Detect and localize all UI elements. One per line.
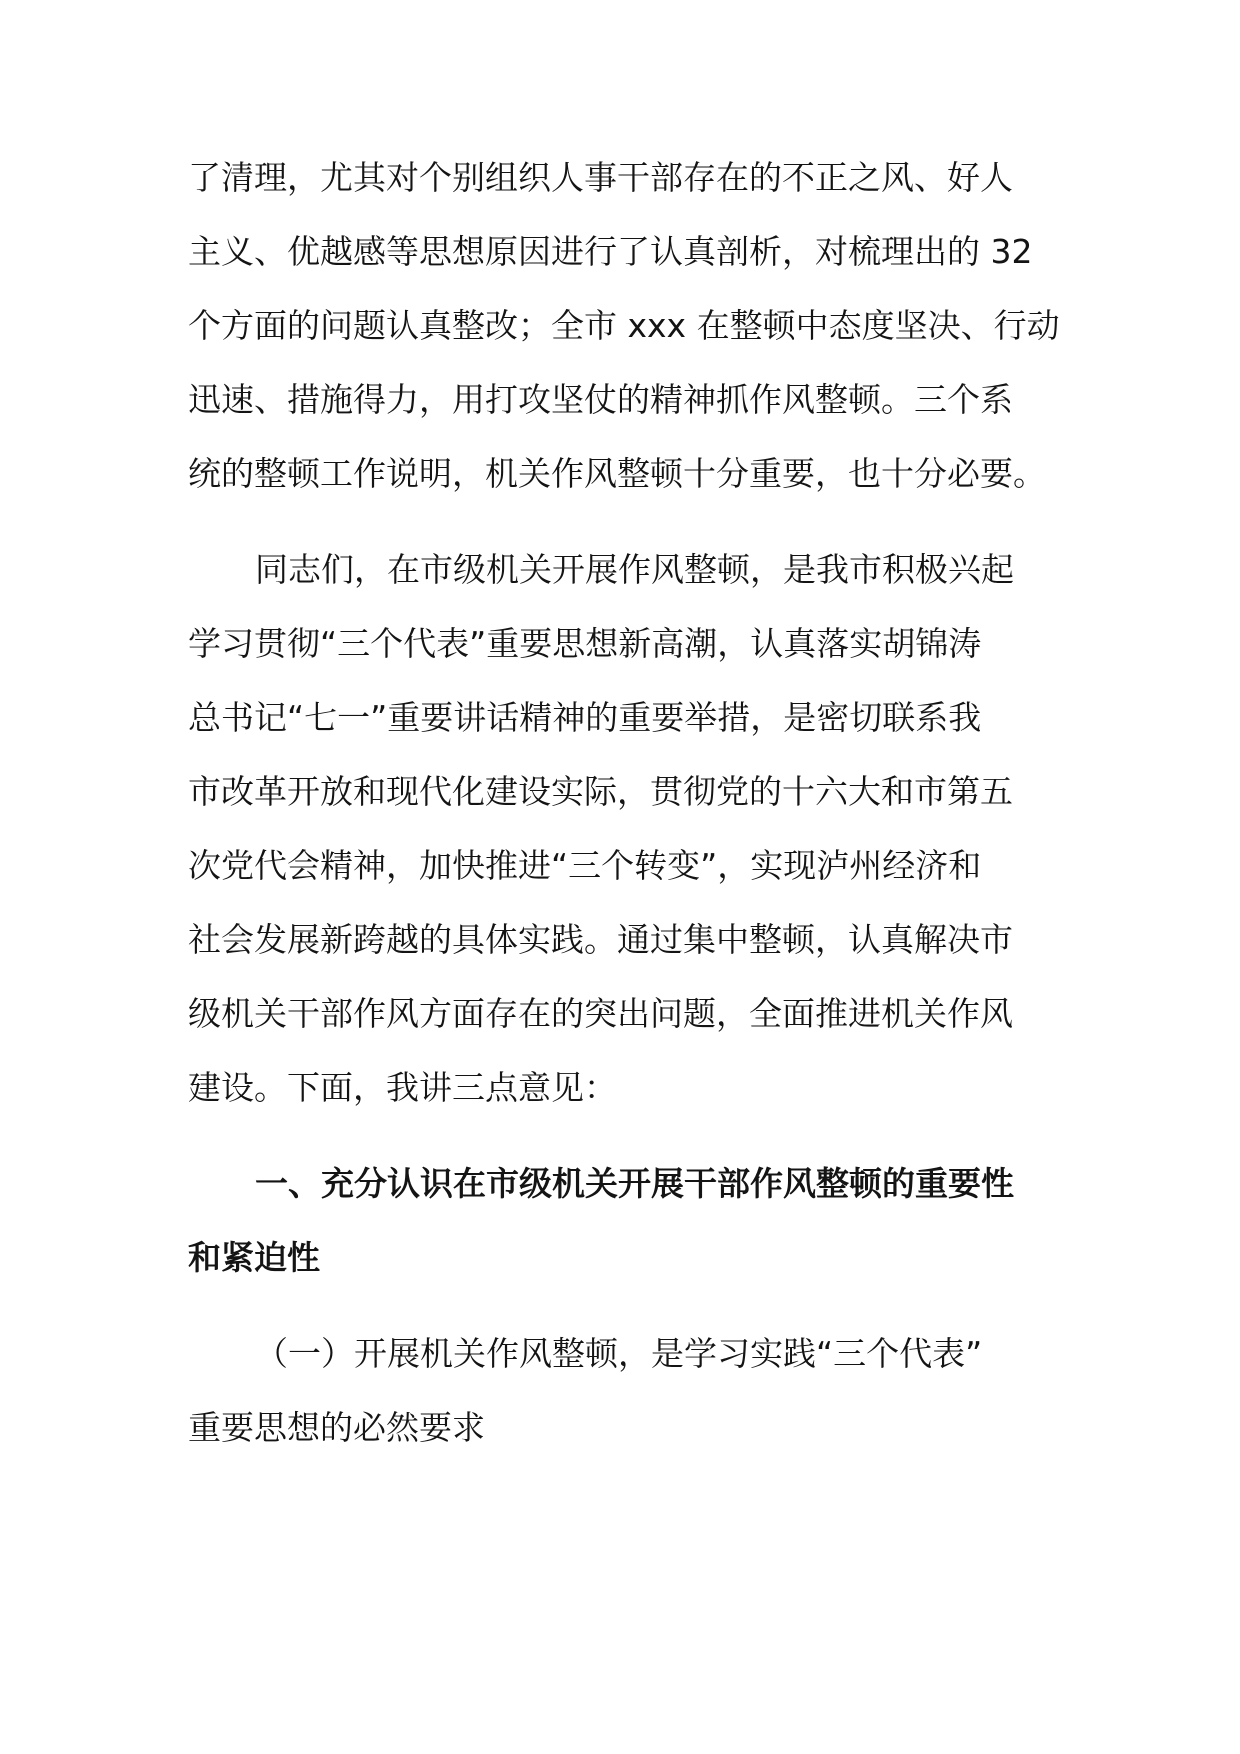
text-line: 市改革开放和现代化建设实际，贯彻党的十六大和市第五 [188, 772, 1013, 811]
text-line: 级机关干部作风方面存在的突出问题，全面推进机关作风 [188, 994, 1013, 1033]
text-line: 了清理，尤其对个别组织人事干部存在的不正之风、好人 [188, 158, 1013, 197]
text-line: 次党代会精神，加快推进“三个转变”，实现泸州经济和 [188, 846, 982, 885]
text-line: 个方面的问题认真整改；全市 xxx 在整顿中态度坚决、行动 [188, 306, 1060, 345]
text-line: 迅速、措施得力，用打攻坚仗的精神抓作风整顿。三个系 [188, 380, 1013, 419]
text-line: 社会发展新跨越的具体实践。通过集中整顿，认真解决市 [188, 920, 1013, 959]
section-heading: 和紧迫性 [188, 1238, 320, 1277]
text-line: 学习贯彻“三个代表”重要思想新高潮，认真落实胡锦涛 [188, 624, 982, 663]
section-heading: 一、充分认识在市级机关开展干部作风整顿的重要性 [255, 1164, 1014, 1203]
text-line: 统的整顿工作说明，机关作风整顿十分重要，也十分必要。 [188, 454, 1046, 493]
text-line: 主义、优越感等思想原因进行了认真剖析，对梳理出的 32 [188, 232, 1033, 271]
subsection-heading: （一）开展机关作风整顿，是学习实践“三个代表” [255, 1334, 983, 1373]
subsection-heading: 重要思想的必然要求 [188, 1408, 485, 1447]
text-line: 同志们，在市级机关开展作风整顿，是我市积极兴起 [255, 550, 1014, 589]
text-line: 总书记“七一”重要讲话精神的重要举措，是密切联系我 [188, 698, 982, 737]
text-line: 建设。下面，我讲三点意见： [188, 1068, 617, 1107]
